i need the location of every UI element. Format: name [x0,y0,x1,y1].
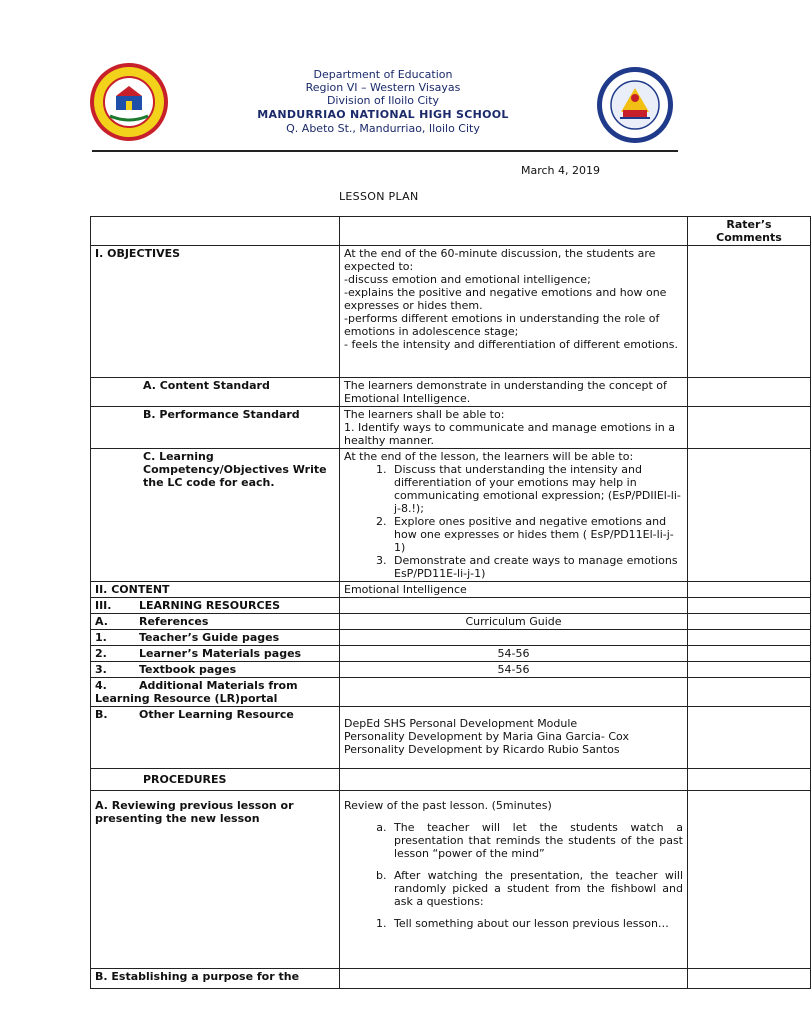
school-seal-logo [88,62,170,142]
other-resource-item: DepEd SHS Personal Development Module [344,717,578,730]
learning-competency-intro: At the end of the lesson, the learners will be able to: [344,450,634,463]
reviewing-row [91,791,811,969]
table-header-row [91,217,811,246]
objective-item: - feels the intensity and differentiation of different emotions. [344,338,678,351]
additional-materials-label: 4. Additional Materials from Learning Resource (LR)portal [91,678,340,707]
teachers-guide-label: 1. Teacher’s Guide pages [91,630,340,646]
learning-competency-content [340,449,688,582]
competency-item: 1. Discuss that understanding the intensity and differentiation of your emotions may help in communicating emotional expression; (EsP/PDIIEl-li-j-8.!); [390,463,683,515]
lesson-plan-table [90,216,811,989]
objectives-row [91,246,811,378]
division-name: Division of Iloilo City [326,94,440,107]
procedures-label: PROCEDURES [91,769,340,791]
performance-standard-row [91,407,811,449]
region-name: Region VI – Western Visayas [305,81,461,94]
performance-standard-intro: The learners shall be able to: [344,408,505,421]
other-resources-label: B. Other Learning Resource [91,707,340,769]
competency-item: 3. Demonstrate and create ways to manage emotions EsP/PD11E-li-j-1) [390,554,683,580]
objectives-intro: At the end of the 60-minute discussion, the students are expected to: [344,247,656,273]
learning-resources-label: III. LEARNING RESOURCES [91,598,340,614]
teachers-guide-value [340,630,688,646]
reviewing-step: a. The teacher will let the students watch a presentation that reminds the students of the past lesson “power of the mind” [390,821,683,860]
references-label: A. References [91,614,340,630]
reviewing-content [340,791,688,969]
content-label: II. CONTENT [91,582,340,598]
textbook-label: 3. Textbook pages [91,662,340,678]
performance-standard-item: 1. Identify ways to communicate and manage emotions in a healthy manner. [344,421,675,447]
additional-materials-row [91,678,811,707]
references-value: Curriculum Guide [340,614,688,630]
performance-standard-content [340,407,688,449]
objective-item: -explains the positive and negative emotions and how one expresses or hides them. [344,286,667,312]
learning-competency-row [91,449,811,582]
other-resources-row [91,707,811,769]
procedures-row [91,769,811,791]
reviewing-question: 1. Tell something about our lesson previous lesson… [390,917,683,930]
reviewing-intro: Review of the past lesson. (5minutes) [344,799,552,812]
content-standard-row [91,378,811,407]
objective-item: -discuss emotion and emotional intelligence; [344,273,591,286]
other-resource-item: Personality Development by Maria Gina Garcia- Cox [344,730,629,743]
objective-item: -performs different emotions in understanding the role of emotions in adolescence stage; [344,312,660,338]
content-row [91,582,811,598]
school-address: Q. Abeto St., Mandurriao, Iloilo City [286,122,480,135]
reviewing-step: b. After watching the presentation, the teacher will randomly picked a student from the fishbowl and ask a questions: [390,869,683,908]
content-standard-value: The learners demonstrate in understanding the concept of Emotional Intelligence. [340,378,688,407]
teachers-guide-row [91,630,811,646]
content-standard-label: A. Content Standard [91,378,340,407]
objectives-content [340,246,688,378]
department-name: Department of Education [313,68,453,81]
lesson-date: March 4, 2019 [521,164,601,177]
document-header [0,0,768,150]
references-row [91,614,811,630]
competency-list [344,463,683,580]
other-resource-item: Personality Development by Ricardo Rubio Santos [344,743,620,756]
performance-standard-label: B. Performance Standard [91,407,340,449]
establishing-row [91,969,811,989]
learners-materials-value: 54-56 [340,646,688,662]
competency-item: 2. Explore ones positive and negative emotions and how one expresses or hides them ( EsP/PD11El-li-j-1) [390,515,683,554]
learning-resources-row [91,598,811,614]
deped-seal-logo [596,66,674,144]
learners-materials-label: 2. Learner’s Materials pages [91,646,340,662]
reviewing-label: A. Reviewing previous lesson or presenting the new lesson [91,791,340,969]
establishing-label: B. Establishing a purpose for the [91,969,340,989]
learners-materials-row [91,646,811,662]
document-title: LESSON PLAN [339,190,419,203]
content-value: Emotional Intelligence [340,582,688,598]
textbook-value: 54-56 [340,662,688,678]
reviewing-steps [344,821,683,860]
reviewing-steps [344,869,683,908]
additional-materials-value [340,678,688,707]
objectives-label: I. OBJECTIVES [91,246,340,378]
other-resources-content [340,707,688,769]
learning-competency-label: C. Learning Competency/Objectives Write the LC code for each. [91,449,340,582]
raters-comments-header: Rater’s Comments [688,217,811,246]
textbook-row [91,662,811,678]
school-name: MANDURRIAO NATIONAL HIGH SCHOOL [257,108,509,121]
header-divider [92,150,678,152]
reviewing-questions [344,917,683,930]
